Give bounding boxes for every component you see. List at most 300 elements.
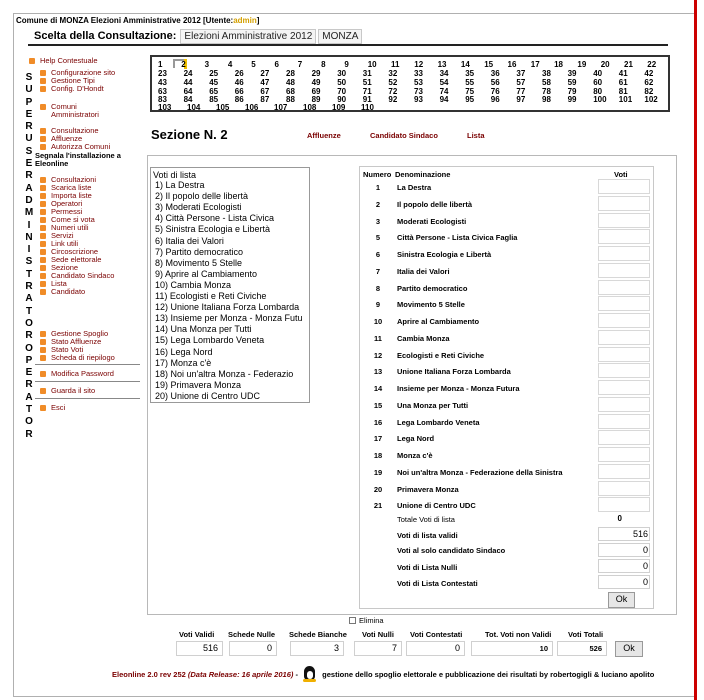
sidebar-item-label: Link utili xyxy=(51,239,79,248)
liste-option[interactable]: 14) Una Monza per Tutti xyxy=(155,324,252,335)
bullet-icon xyxy=(40,249,46,255)
section-link[interactable]: 47 xyxy=(260,78,270,87)
section-link[interactable]: 50 xyxy=(337,78,347,87)
sidebar-item-label: Comuni xyxy=(51,102,77,111)
lista-numero: 21 xyxy=(373,501,383,511)
section-link[interactable]: 11 xyxy=(391,60,400,69)
section-link[interactable]: 55 xyxy=(465,78,475,87)
voti-input[interactable] xyxy=(598,280,650,295)
voti-input[interactable] xyxy=(598,347,650,362)
section-link[interactable]: 42 xyxy=(644,69,654,78)
voti-input[interactable] xyxy=(598,447,650,462)
lista-numero: 13 xyxy=(373,367,383,377)
sidebar-item-label: Numeri utili xyxy=(51,223,89,232)
bullet-icon xyxy=(40,177,46,183)
bullet-icon xyxy=(40,347,46,353)
section-link[interactable]: 20 xyxy=(600,60,610,69)
bullet-icon xyxy=(40,339,46,345)
liste-option[interactable]: 13) Insieme per Monza - Monza Futu xyxy=(155,313,303,324)
section-link[interactable]: 24 xyxy=(183,69,193,78)
total-value-field[interactable]: 0 xyxy=(406,641,465,656)
voti-input[interactable] xyxy=(598,380,650,395)
section-link[interactable]: 103 xyxy=(158,103,172,112)
lista-denominazione: Moderati Ecologisti xyxy=(397,216,467,226)
section-link[interactable]: 80 xyxy=(593,87,603,96)
section-link[interactable]: 63 xyxy=(158,87,167,96)
section-link[interactable]: 10 xyxy=(367,60,377,69)
section-link[interactable]: 16 xyxy=(507,60,517,69)
section-link[interactable]: 12 xyxy=(414,60,424,69)
footer-dash: - xyxy=(295,670,298,679)
section-link[interactable]: 8 xyxy=(321,60,326,69)
sidebar-item[interactable] xyxy=(51,354,115,362)
sidebar-group4 xyxy=(51,127,110,151)
lista-denominazione: Partito democratico xyxy=(397,283,468,293)
total-label: Schede Bianche xyxy=(289,630,347,639)
tab-candidato-sindaco[interactable]: Candidato Sindaco xyxy=(370,131,438,140)
section-link[interactable]: 78 xyxy=(542,87,551,96)
sidebar-item[interactable] xyxy=(51,85,115,93)
voti-input[interactable] xyxy=(598,246,650,261)
section-link[interactable]: 54 xyxy=(439,78,449,87)
bullet-icon xyxy=(40,144,46,150)
section-link[interactable]: 45 xyxy=(209,78,219,87)
section-link[interactable]: 109 xyxy=(332,103,346,112)
section-link[interactable]: 46 xyxy=(234,78,244,87)
voti-input[interactable] xyxy=(598,397,650,412)
lista-denominazione: Italia dei Valori xyxy=(397,266,450,276)
role-letter: E xyxy=(25,108,33,120)
bullet-icon xyxy=(40,201,46,207)
section-link[interactable]: 57 xyxy=(516,78,526,87)
section-link[interactable]: 97 xyxy=(516,95,526,104)
section-link[interactable]: 17 xyxy=(530,60,540,69)
section-link[interactable]: 6 xyxy=(274,60,279,69)
total-label: Voti Contestati xyxy=(410,630,463,639)
total-value-field[interactable]: 10 xyxy=(471,641,553,656)
lista-denominazione: Ecologisti e Reti Civiche xyxy=(397,350,485,360)
role-letter: E xyxy=(25,158,33,170)
section-link[interactable]: 73 xyxy=(414,87,423,96)
sidebar-item-label: Gestione Tipi xyxy=(51,76,95,85)
liste-option[interactable]: 16) Lega Nord xyxy=(155,346,213,357)
voti-input[interactable] xyxy=(598,263,650,278)
lista-denominazione: Unione Italiana Forza Lombarda xyxy=(397,367,511,377)
comune-select[interactable]: MONZA xyxy=(318,29,362,44)
total-label: Voti Validi xyxy=(179,630,215,639)
liste-option[interactable]: 2) Il popolo delle libertà xyxy=(155,191,249,202)
role-letter: O xyxy=(25,317,33,329)
liste-box-title: Voti di lista xyxy=(153,170,197,180)
liste-option[interactable]: 9) Aprire al Cambiamento xyxy=(155,268,258,279)
section-link[interactable]: 105 xyxy=(216,103,230,112)
right-border-line xyxy=(694,0,697,700)
section-link[interactable]: 64 xyxy=(183,87,193,96)
col-header-numero: Numero xyxy=(363,170,392,179)
section-link[interactable]: 72 xyxy=(388,87,398,96)
lista-numero: 9 xyxy=(375,300,381,310)
lista-numero: 14 xyxy=(373,384,383,393)
liste-option[interactable]: 6) Italia dei Valori xyxy=(155,235,224,246)
sidebar-item-label: Lista xyxy=(51,279,67,288)
sidebar-item-label: Esci xyxy=(51,403,66,412)
section-link[interactable]: 52 xyxy=(388,78,398,87)
voti-input[interactable] xyxy=(598,296,650,311)
totale-voti-label: Totale Voti di lista xyxy=(397,515,455,524)
sidebar-item[interactable] xyxy=(51,387,95,395)
role-letter: A xyxy=(25,391,33,403)
bullet-icon xyxy=(40,217,46,223)
sidebar-separator xyxy=(35,364,140,365)
role-letter: P xyxy=(25,96,33,108)
voti-input[interactable] xyxy=(598,464,650,479)
lista-numero: 11 xyxy=(374,333,382,343)
section-link[interactable]: 32 xyxy=(388,69,398,78)
role-letter: R xyxy=(25,379,33,391)
lista-numero: 10 xyxy=(373,317,383,326)
section-link[interactable]: 84 xyxy=(183,95,193,104)
section-link[interactable]: 30 xyxy=(337,69,347,78)
role-letter: A xyxy=(25,182,33,194)
lista-denominazione: Lega Nord xyxy=(397,434,435,444)
section-link[interactable]: 79 xyxy=(567,87,577,96)
section-link[interactable]: 27 xyxy=(260,69,270,78)
voti-ok-button[interactable]: Ok xyxy=(608,592,635,608)
bullet-icon xyxy=(40,331,46,337)
section-link[interactable]: 102 xyxy=(644,95,658,104)
tab-lista[interactable]: Lista xyxy=(467,131,485,140)
voti-input[interactable] xyxy=(598,414,650,429)
footer-version: Eleonline 2.0 rev 252 xyxy=(112,670,186,679)
lista-denominazione: Primavera Monza xyxy=(397,484,459,494)
section-link[interactable]: 75 xyxy=(465,87,475,96)
voti-input[interactable] xyxy=(598,313,650,328)
section-link[interactable]: 13 xyxy=(437,60,447,69)
total-value-field[interactable]: 0 xyxy=(229,641,277,656)
role-letter: E xyxy=(25,367,33,379)
lista-denominazione: Unione di Centro UDC xyxy=(397,501,476,511)
section-link[interactable]: 94 xyxy=(439,95,449,104)
role-letter: O xyxy=(25,342,33,354)
liste-option[interactable]: 11) Ecologisti e Reti Civiche xyxy=(155,291,267,301)
lista-numero: 16 xyxy=(373,417,383,427)
total-value-field[interactable]: 526 xyxy=(557,641,607,656)
section-link[interactable]: 107 xyxy=(274,103,288,112)
section-number-grid xyxy=(150,55,670,112)
lista-numero: 6 xyxy=(375,250,381,259)
lista-numero: 15 xyxy=(373,400,383,410)
section-link[interactable]: 93 xyxy=(414,95,423,104)
total-label: Schede Nulle xyxy=(228,630,276,639)
section-link[interactable]: 82 xyxy=(644,87,654,96)
voti-input[interactable] xyxy=(598,213,650,228)
sidebar-group7 xyxy=(51,370,114,378)
consultation-select[interactable]: Elezioni Amministrative 2012 xyxy=(180,29,316,44)
section-link[interactable]: 95 xyxy=(465,95,475,104)
section-link[interactable]: 14 xyxy=(460,60,470,69)
role-letter: U xyxy=(25,133,33,145)
consultation-label: Scelta della Consultazione: xyxy=(34,30,177,42)
voti-input[interactable] xyxy=(598,481,650,496)
section-link[interactable]: 39 xyxy=(567,69,577,78)
elimina-option[interactable] xyxy=(349,616,384,625)
voti-sindaco-label: Voti al solo candidato Sindaco xyxy=(397,546,506,555)
section-link[interactable]: 38 xyxy=(542,69,551,78)
sidebar-item-label: Servizi xyxy=(51,231,74,240)
bullet-icon xyxy=(40,405,46,411)
liste-option[interactable]: 5) Sinistra Ecologia e Libertà xyxy=(155,224,271,235)
sidebar-separator xyxy=(35,398,140,399)
section-link[interactable]: 99 xyxy=(567,95,577,104)
section-link[interactable]: 40 xyxy=(593,69,603,78)
section-link[interactable]: 36 xyxy=(490,69,500,78)
bullet-icon xyxy=(29,58,35,64)
liste-select-box[interactable] xyxy=(150,167,310,403)
section-link[interactable]: 76 xyxy=(490,87,500,96)
liste-option[interactable]: 17) Monza c'è xyxy=(155,357,212,368)
total-value-field[interactable]: 3 xyxy=(290,641,344,656)
liste-option[interactable]: 1) La Destra xyxy=(155,180,205,190)
role-letter: S xyxy=(25,256,33,268)
section-link[interactable]: 86 xyxy=(234,95,244,104)
section-link[interactable]: 96 xyxy=(490,95,500,104)
sidebar-item-label: Stato Affluenze xyxy=(51,337,102,346)
bullet-icon xyxy=(40,388,46,394)
role-letter: R xyxy=(25,330,33,342)
section-link[interactable]: 60 xyxy=(593,78,603,87)
section-link[interactable]: 18 xyxy=(554,60,563,69)
lista-denominazione: Una Monza per Tutti xyxy=(397,400,469,410)
totals-ok-button[interactable]: Ok xyxy=(615,641,643,657)
section-link[interactable]: 53 xyxy=(414,78,423,87)
section-link[interactable]: 62 xyxy=(644,78,654,87)
total-value-field[interactable]: 516 xyxy=(176,641,223,656)
footer-credits: gestione dello spoglio elettorale e pubblicazione dei risultati by robertogigli & luciano apolito xyxy=(322,670,655,679)
section-link[interactable]: 98 xyxy=(542,95,551,104)
bullet-icon xyxy=(40,241,46,247)
elimina-checkbox[interactable] xyxy=(349,617,356,624)
tab-affluenze[interactable]: Affluenze xyxy=(307,131,341,140)
section-link[interactable]: 22 xyxy=(647,60,657,69)
liste-option[interactable]: 8) Movimento 5 Stelle xyxy=(155,257,243,268)
voti-nulli-label: Voti di Lista Nulli xyxy=(397,563,458,572)
segnala-installazione-link[interactable] xyxy=(35,152,135,168)
sidebar-item-label: Scarica liste xyxy=(51,183,92,192)
section-link[interactable]: 48 xyxy=(286,78,295,87)
lista-numero: 12 xyxy=(373,350,383,360)
section-link[interactable]: 19 xyxy=(577,60,587,69)
section-link[interactable]: 69 xyxy=(311,87,321,96)
section-link[interactable]: 104 xyxy=(187,103,201,112)
section-link[interactable]: 31 xyxy=(362,69,372,78)
lista-denominazione: Cambia Monza xyxy=(397,333,450,343)
footer xyxy=(112,666,654,682)
section-link[interactable]: 110 xyxy=(361,103,374,112)
role-letter: S xyxy=(25,72,33,83)
section-link[interactable]: 88 xyxy=(286,95,295,104)
sidebar-item-label: Sezione xyxy=(51,263,79,272)
liste-option[interactable]: 20) Unione di Centro UDC xyxy=(155,390,261,401)
section-link[interactable]: 77 xyxy=(516,87,526,96)
section-link[interactable]: 89 xyxy=(311,95,321,104)
section-link[interactable]: 61 xyxy=(618,78,628,87)
role-letter: U xyxy=(25,84,33,96)
liste-option[interactable]: 19) Primavera Monza xyxy=(155,379,242,390)
bullet-icon xyxy=(40,225,46,231)
bullet-icon xyxy=(40,128,46,134)
section-link[interactable]: 23 xyxy=(158,69,167,78)
liste-option[interactable]: 12) Unione Italiana Forza Lombarda xyxy=(155,302,300,313)
section-link[interactable]: 51 xyxy=(362,78,372,87)
voti-input[interactable] xyxy=(598,196,650,211)
lista-numero: 7 xyxy=(375,266,381,276)
section-link[interactable]: 3 xyxy=(204,60,210,69)
sidebar-group2 xyxy=(51,69,115,93)
section-link[interactable]: 5 xyxy=(251,60,256,69)
voti-input[interactable] xyxy=(598,430,650,445)
section-link[interactable]: 37 xyxy=(516,69,526,78)
sidebar-item[interactable] xyxy=(40,57,98,65)
liste-option[interactable]: 18) Noi un'altra Monza - Federazio xyxy=(155,368,294,379)
bullet-icon xyxy=(40,104,46,110)
section-link[interactable]: 29 xyxy=(311,69,321,78)
voti-input[interactable] xyxy=(598,229,650,244)
sidebar-group8 xyxy=(51,387,95,395)
section-link[interactable]: 26 xyxy=(234,69,244,78)
section-link[interactable]: 81 xyxy=(618,87,628,96)
lista-denominazione: Il popolo delle libertà xyxy=(397,199,473,209)
voti-input[interactable] xyxy=(598,179,650,194)
sidebar-item-label: Affluenze xyxy=(51,134,83,143)
sidebar-group6 xyxy=(51,330,115,362)
section-link[interactable]: 71 xyxy=(362,87,372,96)
voti-input[interactable] xyxy=(598,363,650,378)
col-header-denominazione: Denominazione xyxy=(395,170,451,179)
sidebar-item[interactable] xyxy=(51,288,114,296)
section-link[interactable]: 43 xyxy=(158,78,167,87)
sidebar-item[interactable] xyxy=(51,404,65,412)
section-link[interactable]: 70 xyxy=(337,87,347,96)
role-letter: O xyxy=(25,416,33,428)
section-link[interactable]: 59 xyxy=(567,78,577,87)
section-link[interactable]: 68 xyxy=(286,87,295,96)
section-link[interactable]: 1 xyxy=(158,60,163,69)
section-link[interactable]: 49 xyxy=(311,78,321,87)
role-letter: T xyxy=(25,404,33,416)
bullet-icon xyxy=(40,233,46,239)
liste-option[interactable]: 3) Moderati Ecologisti xyxy=(155,202,242,213)
role-letter: I xyxy=(27,219,31,231)
role-letter: I xyxy=(27,244,31,256)
page-title: Sezione N. 2 xyxy=(151,127,228,142)
section-link[interactable]: 4 xyxy=(227,60,233,69)
liste-option[interactable]: 4) Città Persone - Lista Civica xyxy=(155,213,275,224)
section-link[interactable]: 108 xyxy=(303,103,317,112)
bullet-icon xyxy=(40,209,46,215)
sidebar-item[interactable] xyxy=(51,111,99,119)
section-link[interactable]: 2 xyxy=(181,60,186,69)
lista-numero: 19 xyxy=(373,467,383,477)
role-letter: P xyxy=(25,354,33,366)
lista-numero: 5 xyxy=(375,233,381,243)
section-link[interactable]: 56 xyxy=(490,78,500,87)
sidebar-group5 xyxy=(51,176,114,296)
sidebar-item-label: Stato Voti xyxy=(51,345,84,354)
top-status-close: ] xyxy=(256,16,260,25)
section-link[interactable]: 66 xyxy=(234,87,244,96)
liste-option[interactable]: 15) Lega Lombardo Veneta xyxy=(155,335,265,346)
section-link[interactable]: 15 xyxy=(484,60,494,69)
section-link[interactable]: 100 xyxy=(593,95,607,104)
sidebar-item[interactable] xyxy=(51,370,114,378)
liste-option[interactable]: 7) Partito democratico xyxy=(155,246,244,257)
lista-denominazione: Insieme per Monza - Monza Futura xyxy=(397,384,520,393)
section-link[interactable]: 7 xyxy=(297,60,303,69)
lista-numero: 18 xyxy=(373,451,383,460)
sidebar-separator xyxy=(35,381,140,382)
voti-input[interactable] xyxy=(598,497,650,512)
section-link[interactable]: 101 xyxy=(618,95,633,104)
sidebar-item-label: Config. D'Hondt xyxy=(51,84,104,93)
sidebar-item-label: Permessi xyxy=(51,207,83,216)
sidebar-item-label: Sede elettorale xyxy=(51,255,102,264)
section-link[interactable]: 85 xyxy=(209,95,219,104)
section-link[interactable]: 90 xyxy=(337,95,347,104)
sidebar-item-label: Configurazione sito xyxy=(51,68,116,77)
section-link[interactable]: 33 xyxy=(414,69,423,78)
section-link[interactable]: 87 xyxy=(260,95,270,104)
section-link[interactable]: 74 xyxy=(439,87,449,96)
section-link[interactable]: 35 xyxy=(465,69,475,78)
section-link[interactable]: 65 xyxy=(209,87,219,96)
lista-denominazione: Lega Lombardo Veneta xyxy=(397,417,480,427)
section-link[interactable]: 44 xyxy=(183,78,193,87)
section-link[interactable]: 41 xyxy=(618,69,628,78)
sidebar-item-label: Circoscrizione xyxy=(51,247,99,256)
sidebar-group3 xyxy=(51,103,99,119)
section-link[interactable]: 58 xyxy=(542,78,551,87)
bullet-icon xyxy=(40,273,46,279)
section-link[interactable]: 106 xyxy=(245,103,259,112)
total-label: Voti Totali xyxy=(568,630,604,639)
section-link[interactable]: 83 xyxy=(158,95,167,104)
sidebar-item-label: Amministratori xyxy=(51,110,99,119)
role-letter: R xyxy=(25,428,33,440)
role-letter: A xyxy=(25,293,33,305)
role-letter: T xyxy=(25,268,33,280)
section-link[interactable]: 91 xyxy=(362,95,372,104)
section-link[interactable]: 67 xyxy=(260,87,270,96)
section-link[interactable]: 28 xyxy=(286,69,295,78)
section-link[interactable]: 25 xyxy=(209,69,219,78)
top-status-text: Comune di MONZA Elezioni Amministrative 2012 [Utente: xyxy=(16,16,234,25)
sidebar-group9 xyxy=(51,404,65,412)
liste-option[interactable]: 10) Cambia Monza xyxy=(155,279,232,290)
section-link[interactable]: 9 xyxy=(344,60,349,69)
sidebar-item-label: Consultazione xyxy=(51,126,99,135)
lista-numero: 17 xyxy=(373,434,383,444)
sidebar-item-label: Importa liste xyxy=(51,191,92,200)
bullet-icon xyxy=(40,281,46,287)
section-link[interactable]: 34 xyxy=(439,69,449,78)
section-link[interactable]: 21 xyxy=(624,60,633,69)
total-value-field[interactable]: 7 xyxy=(354,641,402,656)
section-link[interactable]: 92 xyxy=(388,95,398,104)
sidebar-item[interactable] xyxy=(51,143,110,151)
voti-input[interactable] xyxy=(598,330,650,345)
bullet-icon xyxy=(40,257,46,263)
bullet-icon xyxy=(40,355,46,361)
